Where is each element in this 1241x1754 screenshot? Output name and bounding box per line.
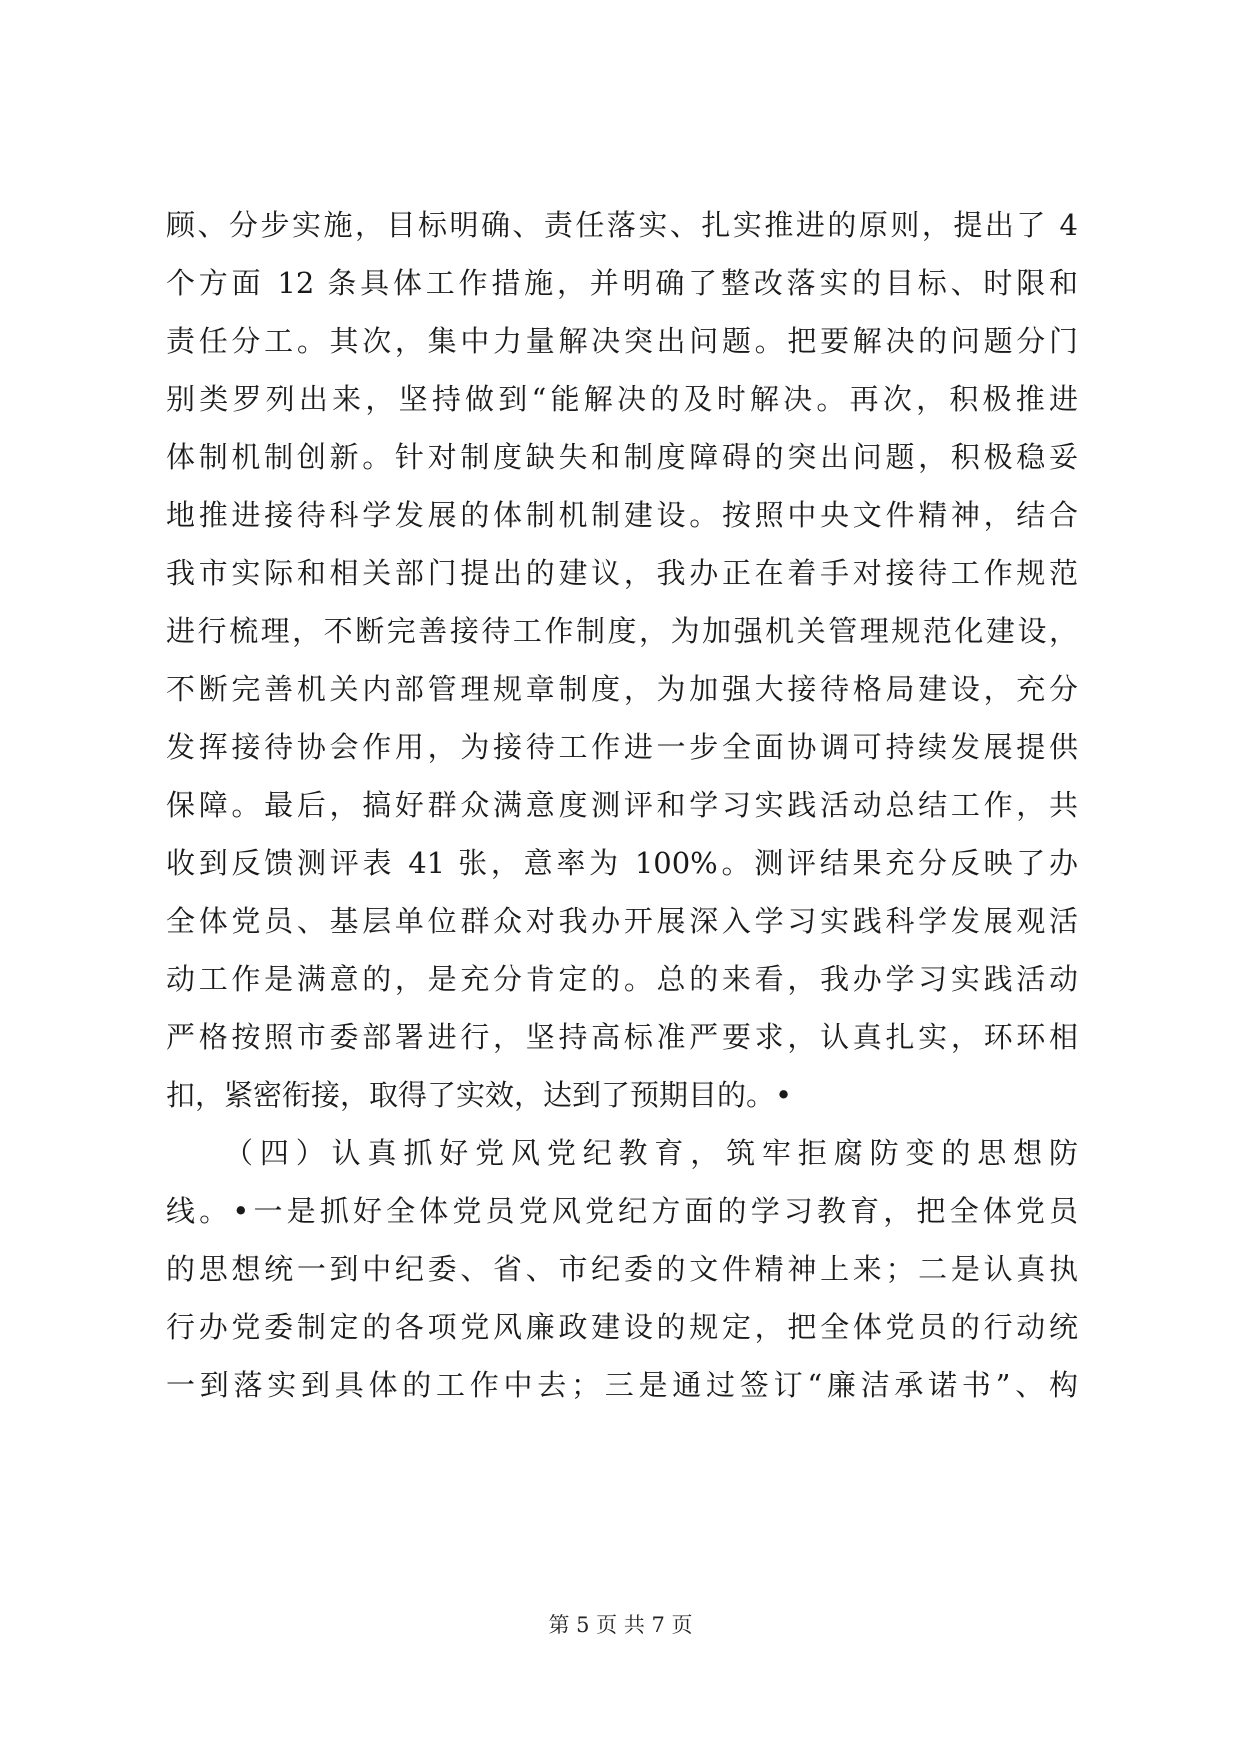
paragraph-2 xyxy=(166,1124,1078,1414)
text-line: 扣，紧密衔接，取得了实效，达到了预期目的。• xyxy=(166,1078,793,1112)
text-line: 责任分工。其次，集中力量解决突出问题。把要解决的问题分门 xyxy=(166,324,1078,358)
text-line: 一到落实到具体的工作中去；三是通过签订“廉洁承诺书”、构 xyxy=(166,1368,1078,1402)
text-line: 不断完善机关内部管理规章制度，为加强大接待格局建设，充分 xyxy=(166,672,1078,706)
text-line: 全体党员、基层单位群众对我办开展深入学习实践科学发展观活 xyxy=(166,904,1078,938)
text-line: 行办党委制定的各项党风廉政建设的规定，把全体党员的行动统 xyxy=(166,1310,1078,1344)
text-line: 顾、分步实施，目标明确、责任落实、扎实推进的原则，提出了 4 xyxy=(166,208,1078,242)
text-line: （四）认真抓好党风党纪教育，筑牢拒腐防变的思想防 xyxy=(224,1136,1078,1170)
text-line: 个方面 12 条具体工作措施，并明确了整改落实的目标、时限和 xyxy=(166,266,1078,300)
page-number-footer: 第 5 页 共 7 页 xyxy=(548,1613,693,1637)
document-body xyxy=(166,196,1078,1414)
text-line: 发挥接待协会作用，为接待工作进一步全面协调可持续发展提供 xyxy=(166,730,1078,764)
text-line: 体制机制创新。针对制度缺失和制度障碍的突出问题，积极稳妥 xyxy=(166,440,1078,474)
text-line: 动工作是满意的，是充分肯定的。总的来看，我办学习实践活动 xyxy=(166,962,1078,996)
text-line: 线。•一是抓好全体党员党风党纪方面的学习教育，把全体党员 xyxy=(166,1194,1078,1228)
paragraph-1 xyxy=(166,196,1078,1124)
text-line: 保障。最后，搞好群众满意度测评和学习实践活动总结工作，共 xyxy=(166,788,1078,822)
text-line: 我市实际和相关部门提出的建议，我办正在着手对接待工作规范 xyxy=(166,556,1078,590)
text-line: 严格按照市委部署进行，坚持高标准严要求，认真扎实，环环相 xyxy=(166,1020,1078,1054)
text-line: 收到反馈测评表 41 张，意率为 100%。测评结果充分反映了办 xyxy=(166,846,1078,880)
text-line: 别类罗列出来，坚持做到“能解决的及时解决。再次，积极推进 xyxy=(166,382,1078,416)
text-line: 的思想统一到中纪委、省、市纪委的文件精神上来；二是认真执 xyxy=(166,1252,1078,1286)
text-line: 地推进接待科学发展的体制机制建设。按照中央文件精神，结合 xyxy=(166,498,1078,532)
text-line: 进行梳理，不断完善接待工作制度，为加强机关管理规范化建设， xyxy=(166,614,1078,648)
